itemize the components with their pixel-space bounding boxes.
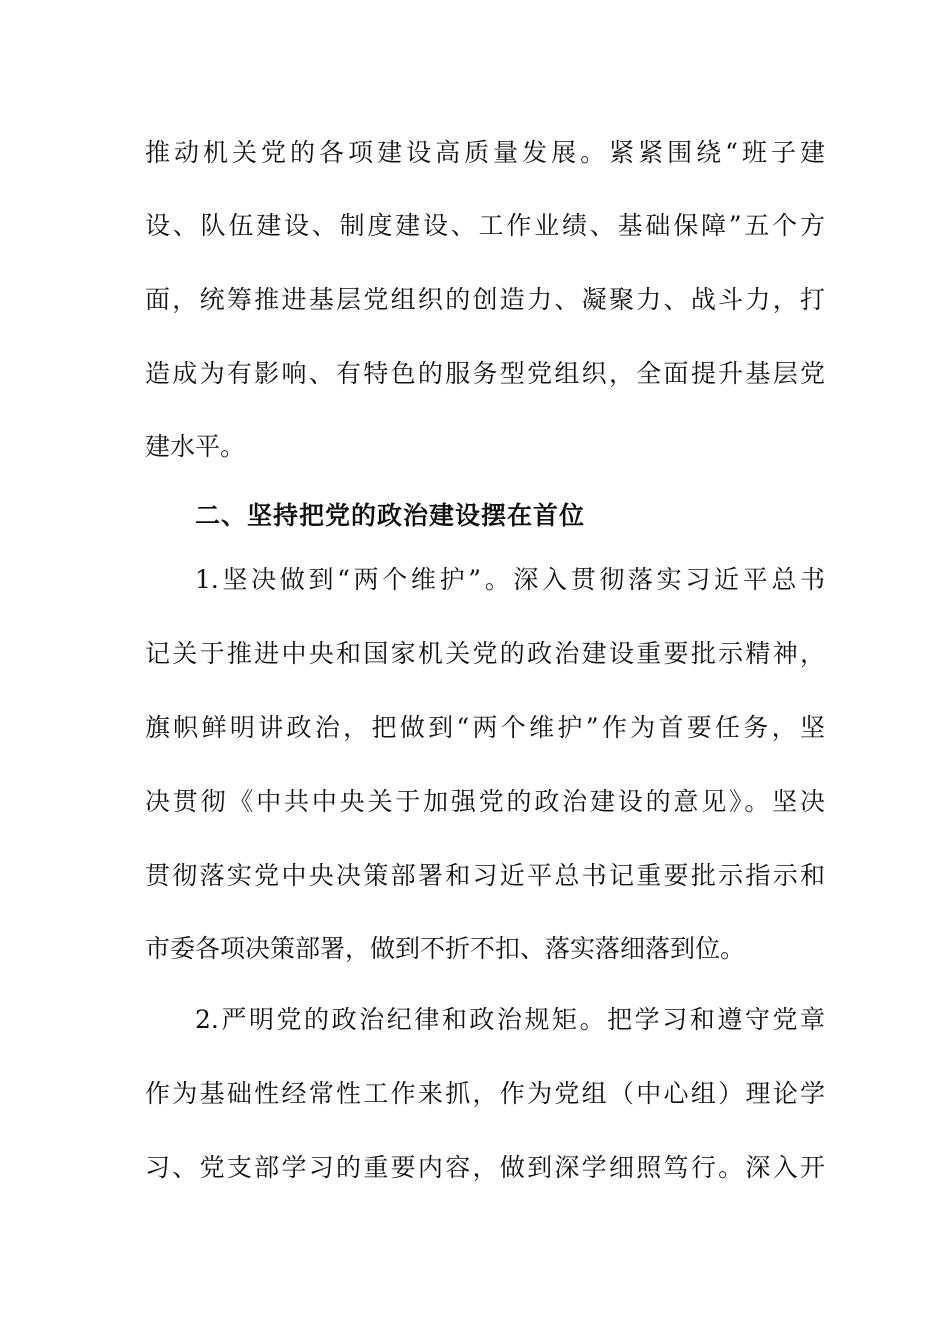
item-1-line: 记关于推进中央和国家机关党的政治建设重要批示精神， <box>145 639 825 668</box>
paragraph-line: 设、队伍建设、制度建设、工作业绩、基础保障”五个方 <box>145 211 825 240</box>
item-2-line: 2.严明党的政治纪律和政治规矩。把学习和遵守党章 <box>195 1005 825 1034</box>
section-heading: 二、坚持把党的政治建设摆在首位 <box>195 501 586 530</box>
item-1-line: 旗帜鲜明讲政治，把做到“两个维护”作为首要任务，坚 <box>145 713 825 742</box>
item-1-line: 市委各项决策部署，做到不折不扣、落实落细落到位。 <box>145 934 746 963</box>
item-2-line: 习、党支部学习的重要内容，做到深学细照笃行。深入开 <box>145 1153 825 1182</box>
item-1-line: 贯彻落实党中央决策部署和习近平总书记重要批示指示和 <box>145 861 825 890</box>
paragraph-line: 建水平。 <box>145 432 246 461</box>
item-1-line: 1.坚决做到“两个维护”。深入贯彻落实习近平总书 <box>195 565 825 594</box>
paragraph-line: 造成为有影响、有特色的服务型党组织，全面提升基层党 <box>145 359 825 388</box>
item-2-line: 作为基础性经常性工作来抓，作为党组（中心组）理论学 <box>145 1079 825 1108</box>
paragraph-line: 面，统筹推进基层党组织的创造力、凝聚力、战斗力，打 <box>145 285 825 314</box>
paragraph-line: 推动机关党的各项建设高质量发展。紧紧围绕“班子建 <box>145 138 825 167</box>
item-1-line: 决贯彻《中共中央关于加强党的政治建设的意见》。坚决 <box>145 787 825 816</box>
